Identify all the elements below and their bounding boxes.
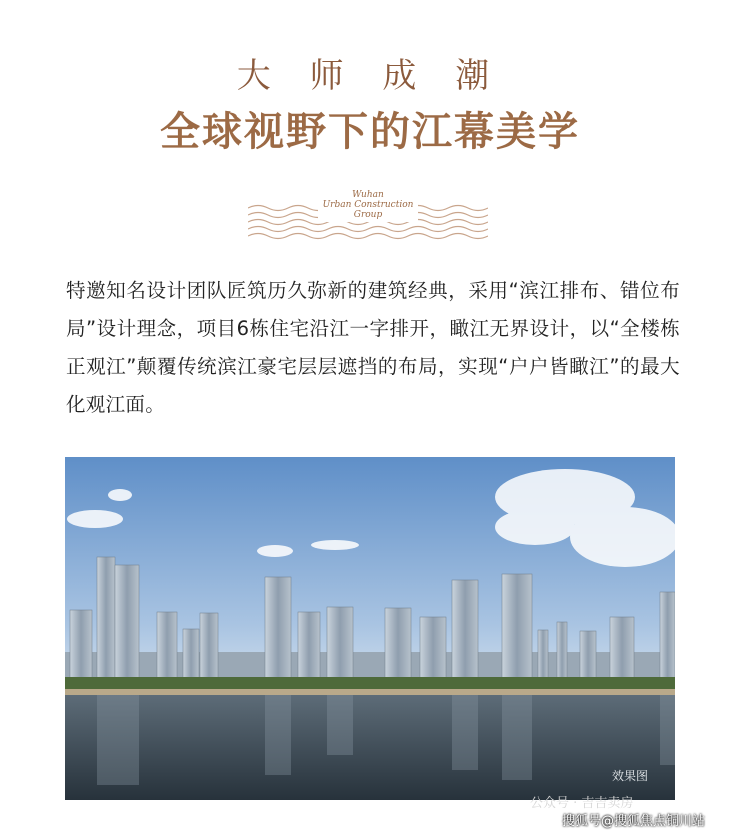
logo-text-line2: Urban Construction	[322, 200, 414, 210]
wechat-watermark: 公众号 · 吉吉卖房	[530, 796, 634, 811]
logo-text-line3: Group	[353, 210, 383, 220]
section-subtitle: 大 师 成 潮	[236, 56, 504, 96]
sohu-watermark: 搜狐号@搜狐焦点铜川站	[562, 814, 706, 829]
image-caption: 效果图	[612, 769, 649, 783]
section-title: 全球视野下的江幕美学	[160, 109, 580, 155]
skyline-rendering-image	[65, 457, 675, 800]
developer-logo	[248, 182, 488, 248]
logo-text-line1: Wuhan	[352, 190, 384, 200]
description-paragraph: 特邀知名设计团队匠筑历久弥新的建筑经典，采用“滨江排布、错位布局”设计理念，项目6栋住宅沿江一字排开，瞰江无界设计，以“全楼栋正观江”颠覆传统滨江豪宅层层遮挡的布局，实现“户户皆瞰江”的最大化观江面。	[66, 279, 680, 416]
